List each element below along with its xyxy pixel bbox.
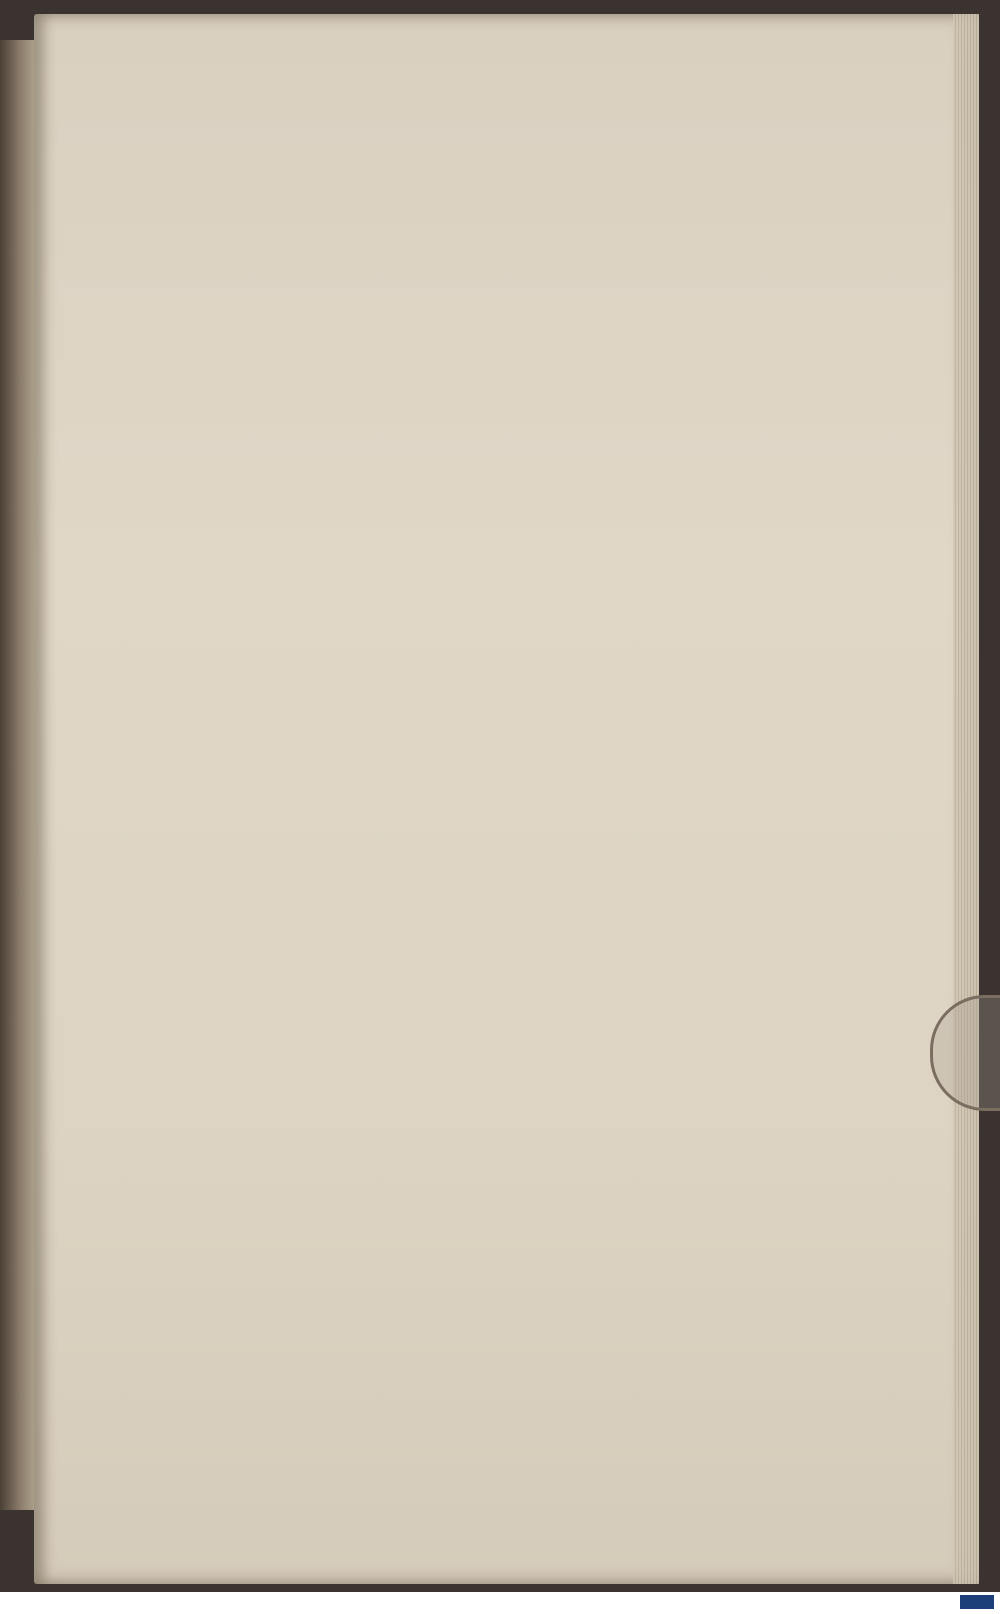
footer-bar: [0, 1592, 1000, 1614]
left-page-bleed-text: [2, 230, 36, 1490]
book-page: [34, 14, 979, 1584]
page-fore-edge: [953, 14, 979, 1584]
initial-letter: [104, 500, 152, 562]
folio-header: [300, 110, 620, 194]
dfg-logo: [960, 1595, 994, 1609]
